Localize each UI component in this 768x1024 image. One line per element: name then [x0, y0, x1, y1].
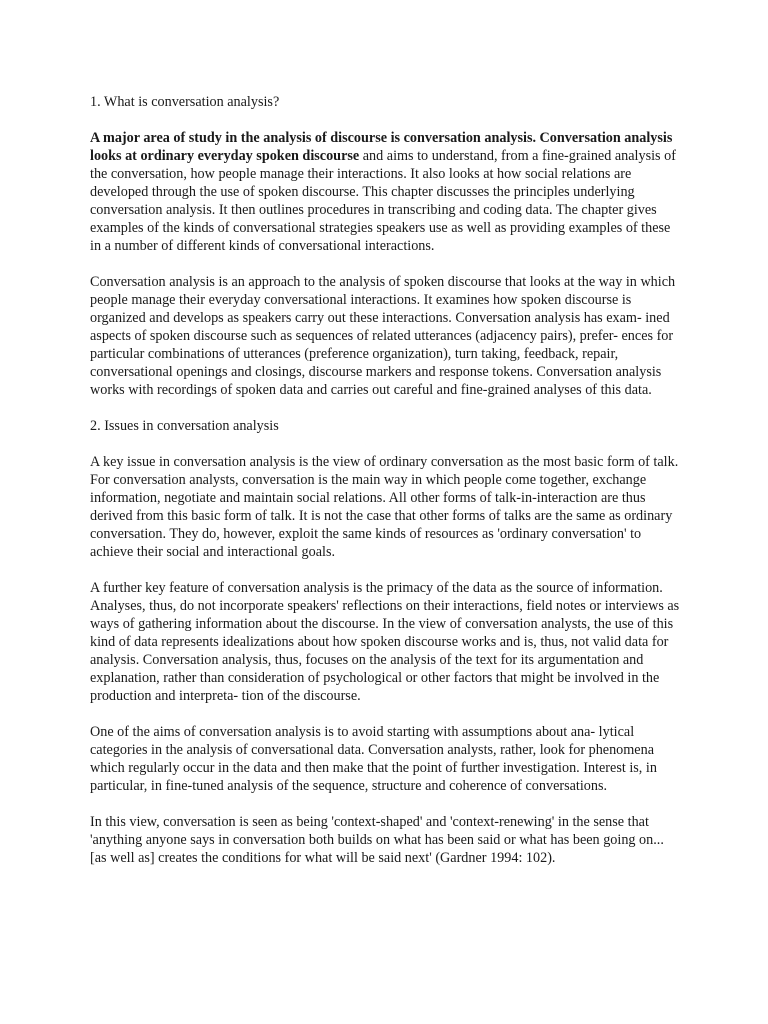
paragraph-1-1: [90, 129, 680, 255]
paragraph-2-4: In this view, conversation is seen as being 'context-shaped' and 'context-renewing' in the sense that 'anything anyone says in conversation both builds on what has been said or what has been going on... [as well as] creates the conditions for what will be said next' (Gardner 1994: 102).: [90, 814, 664, 866]
paragraph-2-1: A key issue in conversation analysis is the view of ordinary conversation as the most basic form of talk. For conversation analysts, conversation is the main way in which people come together, exchange information, negotiate and maintain social relations. All other forms of talk-in-interaction are thus derived from this basic form of talk. It is not the case that other forms of talks are the same as ordinary conversation. They do, however, exploit the same kinds of resources as 'ordinary conversation' to achieve their social and interactional goals.: [90, 454, 679, 560]
section-heading-1: 1. What is conversation analysis?: [90, 94, 280, 110]
paragraph-2-3: One of the aims of conversation analysis is to avoid starting with assumptions about ana- lytical categories in the analysis of conversational data. Conversation analysts, rather, look for phenomena which regularly occur in the data and then make that the point of further investigation. Interest is, in particular, in fine-tuned analysis of the sequence, structure and coherence of conversations.: [90, 724, 657, 794]
paragraph-text: and aims to understand, from a fine-grained analysis of the conversation, how people manage their interactions. It also looks at how social relations are developed through the use of spoken discourse. This chapter discusses the principles underlying conversation analysis. It then outlines procedures in transcribing and coding data. The chapter gives examples of the kinds of conversational strategies speakers use as well as providing examples of these in a number of different kinds of conversational interactions.: [90, 148, 676, 254]
document-body: [90, 93, 680, 885]
paragraph-1-2: Conversation analysis is an approach to the analysis of spoken discourse that looks at the way in which people manage their everyday conversational interactions. It examines how spoken discourse is organized and develops as speakers carry out these interactions. Conversation analysis has exam- ined aspects of spoken discourse such as sequences of related utterances (adjacency pairs), prefer- ences for particular combinations of utterances (preference organization), turn taking, feedback, repair, conversational openings and closings, discourse markers and response tokens. Conversation analysis works with recordings of spoken data and carries out careful and fine-grained analyses of this data.: [90, 274, 676, 398]
section-heading-2: 2. Issues in conversation analysis: [90, 418, 279, 434]
paragraph-bold-lead: A major area of study in the analysis of discourse is conversation analysis. Conversation analysis looks at ordinary everyday spoken discourse: [90, 130, 673, 164]
paragraph-2-2: A further key feature of conversation analysis is the primacy of the data as the source of information. Analyses, thus, do not incorporate speakers' reflections on their interactions, field notes or interviews as ways of gathering information about the discourse. In the view of conversation analysts, the use of this kind of data represents idealizations about how spoken discourse works and is, thus, not valid data for analysis. Conversation analysis, thus, focuses on the analysis of the text for its argumentation and explanation, rather than consideration of psychological or other factors that might be involved in the production and interpreta- tion of the discourse.: [90, 580, 680, 704]
